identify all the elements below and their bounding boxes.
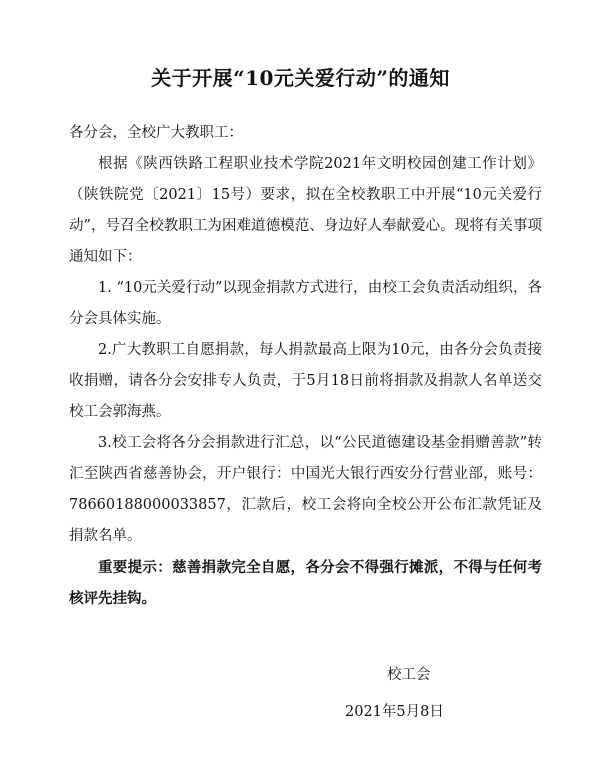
important-notice: 重要提示：慈善捐款完全自愿，各分会不得强行摊派，不得与任何考核评先挂钩。 [69, 559, 542, 607]
document-body [69, 118, 542, 614]
item-3-paragraph: 3.校工会将各分会捐款进行汇总，以“公民道德建设基金捐赠善款”转汇至陕西省慈善协会，开户银行：中国光大银行西安分行营业部，账号：78660188000033857，汇款后，校工会将向全校公开公布汇款凭证及捐款名单。 [69, 435, 542, 544]
salutation: 各分会，全校广大教职工： [69, 125, 243, 141]
item-1-paragraph: 1. “10元关爱行动”以现金捐款方式进行，由校工会负责活动组织，各分会具体实施。 [69, 280, 542, 327]
document-title: 关于开展“10元关爱行动”的通知 [151, 66, 450, 91]
signature-organization: 校工会 [387, 667, 431, 683]
intro-paragraph: 根据《陕西铁路工程职业技术学院2021年文明校园创建工作计划》（陕铁院党〔2021〕15号）要求，拟在全校教职工中开展“10元关爱行动”，号召全校教职工为困难道德模范、身边好人奉献爱心。现将有关事项通知如下： [69, 156, 542, 265]
signature-date: 2021年5月8日 [345, 704, 444, 720]
item-2-paragraph: 2.广大教职工自愿捐款，每人捐款最高上限为10元，由各分会负责接收捐赠，请各分会安排专人负责，于5月18日前将捐款及捐款人名单送交校工会郭海燕。 [69, 342, 542, 420]
